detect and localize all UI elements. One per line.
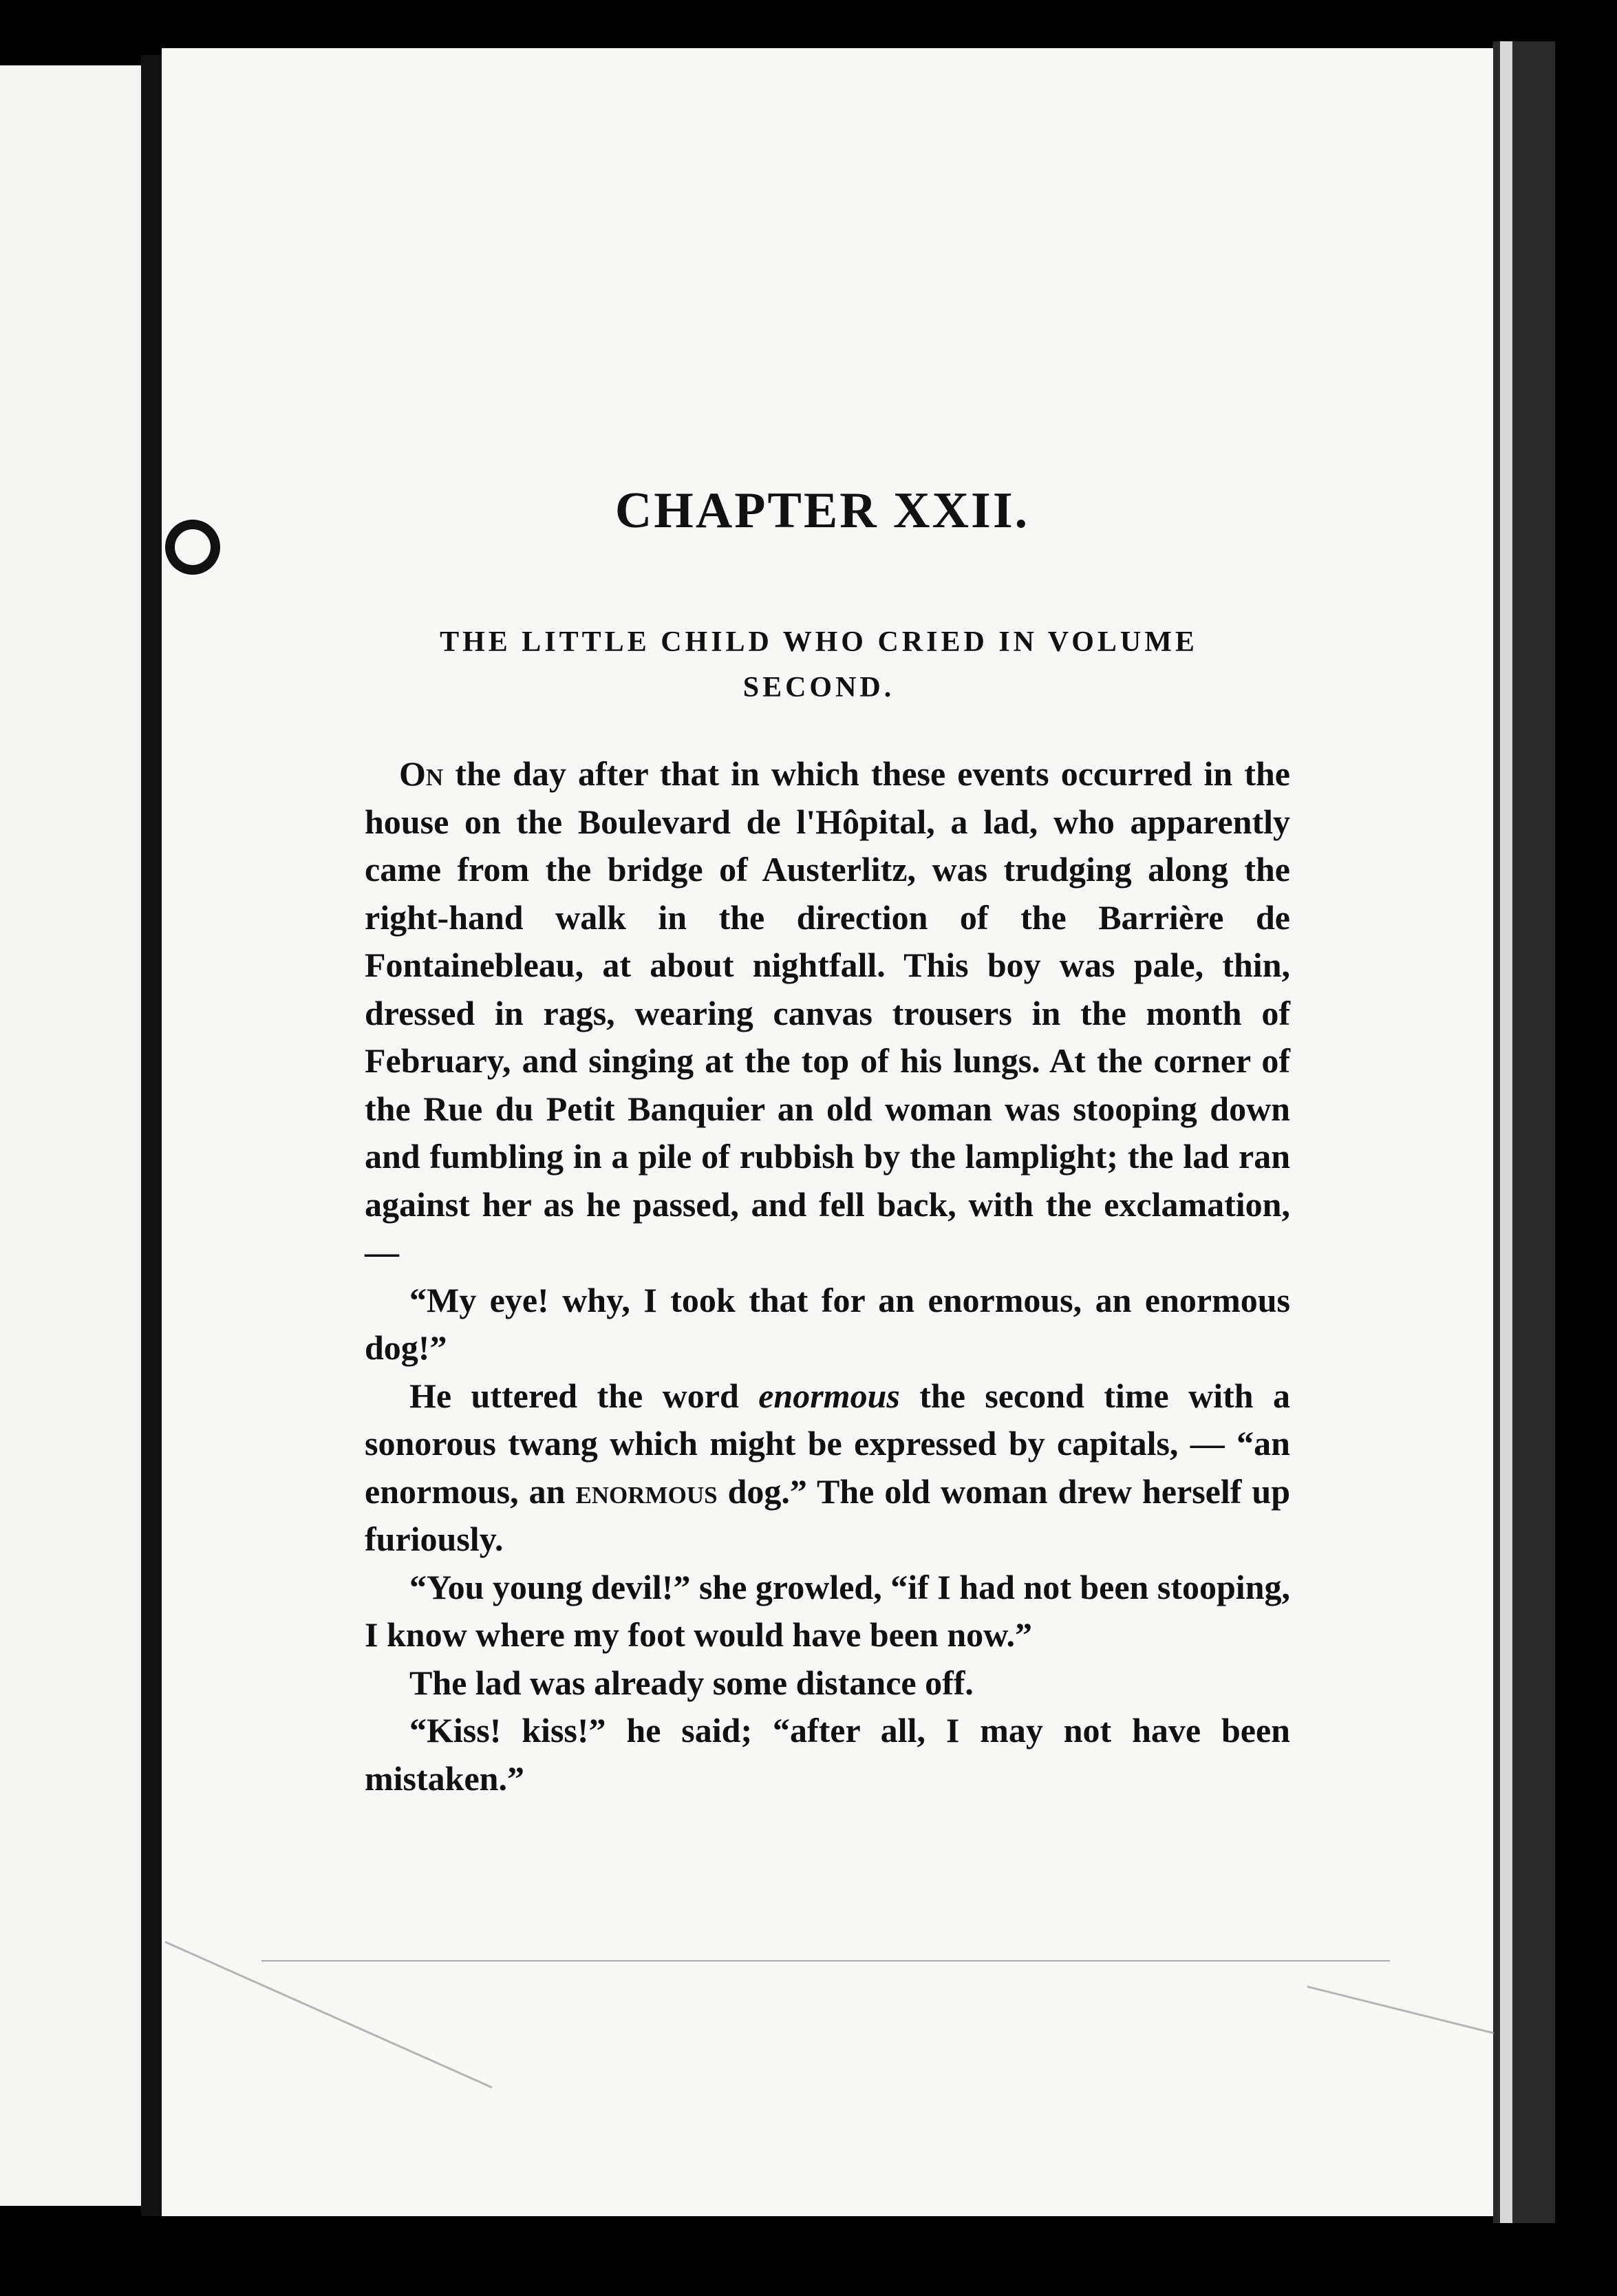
page-edge-highlight — [1500, 41, 1512, 2223]
faint-rule — [261, 1960, 1390, 1962]
smallcaps-word: enormous — [575, 1471, 718, 1511]
facing-page-edge — [0, 65, 141, 2206]
paragraph: “You young devil!” she growled, “if I had not been stooping, I know where my foot would have been now.” — [365, 1567, 1290, 1654]
chapter-title: THE LITTLE CHILD WHO CRIED IN VOLUME SECOND. — [440, 626, 1198, 703]
paragraph: The lad was already some distance off. — [409, 1663, 974, 1702]
paragraph: “Kiss! kiss!” he said; “after all, I may not have been mistaken.” — [365, 1711, 1290, 1798]
chapter-body — [365, 750, 1290, 1803]
chapter-heading — [0, 482, 1617, 540]
chapter-number: CHAPTER XXII. — [614, 482, 1030, 539]
drop-word: On — [399, 754, 444, 793]
paragraph-text: the second time with a sonorous twang which might be expressed by capitals, — “an enormous, an — [365, 1376, 1291, 1511]
paragraph: “My eye! why, I took that for an enormous, an enormous dog!” — [365, 1280, 1290, 1367]
paragraph — [365, 1372, 1290, 1564]
paragraph-text: dog.” The old woman drew herself up furiously. — [365, 1471, 1291, 1558]
paragraph — [365, 750, 1290, 1277]
paragraph-text: the day after that in which these events occurred in the house on the Boulevard de l'Hôpital, a lad, who apparently came from the bridge of Austerlitz, was trudging along the right-hand walk in the direction of the Barrière de Fontainebleau, at about nightfall. This boy was pale, thin, dressed in rags, wearing canvas trousers in the month of February, and singing at the top of his lungs. At the corner of the Rue du Petit Banquier an old woman was stooping down and fumbling in a pile of rubbish by the lamplight; the lad ran against her as he passed, and fell back, with the exclamation, — — [365, 754, 1290, 1271]
italic-word: enormous — [758, 1376, 900, 1415]
book-gutter — [141, 55, 162, 2216]
paragraph-text: He uttered the word — [409, 1376, 759, 1415]
